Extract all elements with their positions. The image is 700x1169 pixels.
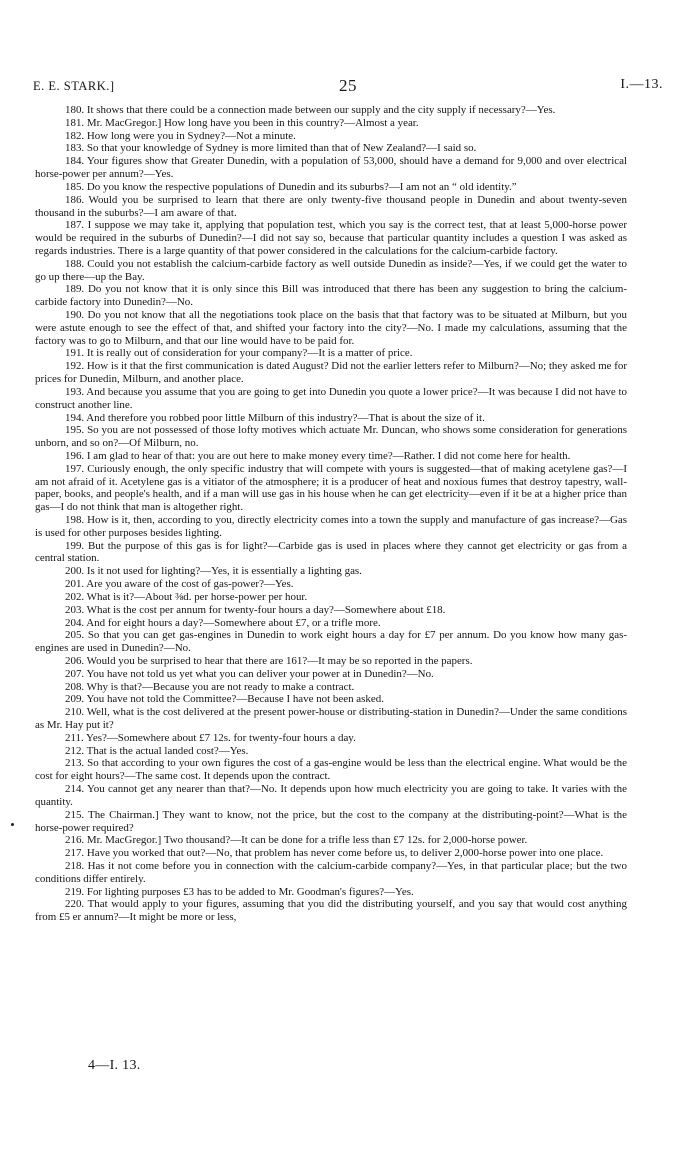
paragraph-182: 182. How long were you in Sydney?—Not a minute. (65, 129, 296, 142)
paragraph-204: 204. And for eight hours a day?—Somewhere about £7, or a trifle more. (65, 616, 381, 629)
paragraph-198: 198. How is it, then, according to you, directly electricity comes into a town the supply and manufacture of gas increase?—Gas is used for other purposes besides lighting. (35, 514, 627, 539)
paragraph-216: 216. Mr. MacGregor.] Two thousand?—It can be done for a trifle less than £7 12s. for 2,000-horse power. (65, 834, 528, 847)
paragraph-202: 202. What is it?—About ⅜d. per horse-power per hour. (65, 590, 308, 603)
paragraph-213: 213. So that according to your own figures the cost of a gas-engine would be less than the electrical engine. What would be the cost for eight hours?—The same cost. It depends upon the contract. (35, 757, 627, 783)
evidence-body (35, 104, 627, 924)
paragraph-188: 188. Could you not establish the calcium-carbide factory as well outside Dunedin as inside?—Yes, if we could get the water to go up there—up the Bay. (35, 257, 627, 283)
paragraph-209: 209. You have not told the Committee?—Because I have not been asked. (65, 693, 384, 706)
page-header (33, 76, 663, 96)
paragraph-212: 212. That is the actual landed cost?—Yes. (65, 744, 249, 757)
paragraph-187: 187. I suppose we may take it, applying that population test, which you say is the correct test, that at least 5,000-horse power would be required in the suburbs of Dunedin?—I did not say so, because that particular quantity includes a question I was asked as regards industries. There is a large quantity of that power considered in the calculations for the calcium-carbide factory. (35, 219, 627, 257)
paragraph-194: 194. And therefore you robbed poor little Milburn of this industry?—That is about the size of it. (65, 411, 485, 424)
margin-speck (11, 823, 14, 826)
paragraph-214: 214. You cannot get any nearer than that?—No. It depends upon how much electricity you are going to take. It varies with the quantity. (35, 783, 627, 808)
paragraph-203: 203. What is the cost per annum for twenty-four hours a day?—Somewhere about £18. (65, 603, 446, 616)
paragraph-184: 184. Your figures show that Greater Dunedin, with a population of 53,000, should have a demand for 9,000 and over electrical horse-power per annum?—Yes. (35, 155, 627, 181)
paragraph-192: 192. How is it that the first communication is dated August? Did not the earlier letters refer to Milburn?—No; they asked me for prices for Dunedin, Milburn, and another place. (35, 360, 627, 386)
paragraph-196: 196. I am glad to hear of that: you are out here to make money every time?—Rather. I did not come here for health. (65, 449, 571, 462)
paragraph-218: 218. Has it not come before you in connection with the calcium-carbide company?—Yes, in that particular place; but the two conditions differ entirely. (35, 859, 627, 885)
paragraph-199: 199. But the purpose of this gas is for light?—Carbide gas is used in places where they cannot get electricity or gas from a central station. (35, 539, 627, 565)
paragraph-200: 200. Is it not used for lighting?—Yes, it is essentially a lighting gas. (65, 565, 362, 578)
paragraph-195: 195. So you are not possessed of those lofty motives which actuate Mr. Duncan, who shows some consideration for generations unborn, and so on?—Of Milburn, no. (35, 424, 627, 450)
paragraph-197: 197. Curiously enough, the only specific industry that will compete with yours is suggested—that of making acetylene gas?—I am not afraid of it. Acetylene gas is a vitiator of the atmosphere; it is a producer of heat and noxious fumes that destroy tapestry, wall-paper, books, and people's health, and if a man will use gas in his house when he can get electricity—even if it be at a higher price than gas—I do not think that man is altogether right. (35, 462, 627, 514)
paragraph-191: 191. It is really out of consideration for your company?—It is a matter of price. (65, 347, 413, 360)
paragraph-183: 183. So that your knowledge of Sydney is more limited than that of New Zealand?—I said so. (65, 142, 477, 155)
paragraph-190: 190. Do you not know that all the negotiations took place on the basis that that factory was to be situated at Milburn, but you were astute enough to see the effect of that, and shifted your factory into the city?—No. I made my calculations, assuming that the factory was to go to Milburn, and that our line would have to be paid for. (35, 309, 627, 347)
paragraph-211: 211. Yes?—Somewhere about £7 12s. for twenty-four hours a day. (65, 731, 356, 744)
paragraph-180: 180. It shows that there could be a connection made between our supply and the city supply if necessary?—Yes. (65, 104, 556, 116)
paragraph-206: 206. Would you be surprised to hear that there are 161?—It may be so reported in the papers. (65, 654, 473, 667)
header-witness-name: E. E. STARK.] (33, 79, 115, 93)
paragraph-201: 201. Are you aware of the cost of gas-power?—Yes. (65, 578, 294, 591)
paragraph-215: 215. The Chairman.] They want to know, not the price, but the cost to the company at the distributing-point?—What is the horse-power required? (35, 808, 627, 834)
paragraph-181: 181. Mr. MacGregor.] How long have you been in this country?—Almost a year. (65, 116, 419, 129)
paragraph-186: 186. Would you be surprised to learn that there are only twenty-five thousand people in Dunedin and about twenty-seven thousand in the suburbs?—I am aware of that. (35, 193, 627, 219)
paragraph-189: 189. Do you not know that it is only since this Bill was introduced that there has been any suggestion to bring the calcium-carbide factory into Dunedin?—No. (35, 283, 627, 309)
paragraph-217: 217. Have you worked that out?—No, that problem has never come before us, to deliver 2,000-horse power into one place. (65, 847, 604, 860)
paragraph-207: 207. You have not told us yet what you can deliver your power at in Dunedin?—No. (65, 667, 434, 680)
paragraph-210: 210. Well, what is the cost delivered at the present power-house or distributing-station in Dunedin?—Under the same conditions as Mr. Hay put it? (35, 706, 627, 731)
paragraph-193: 193. And because you assume that you are going to get into Dunedin you quote a lower price?—It was because I did not have to construct another line. (35, 385, 627, 411)
document-reference: I.—13. (620, 77, 663, 92)
page-number: 25 (339, 76, 357, 95)
paragraph-185: 185. Do you know the respective populations of Dunedin and its suburbs?—I am not an “ old identity.” (65, 180, 517, 193)
paragraph-219: 219. For lighting purposes £3 has to be added to Mr. Goodman's figures?—Yes. (65, 885, 414, 898)
paragraph-205: 205. So that you can get gas-engines in Dunedin to work eight hours a day for £7 per annum. Do you know how many gas-engines are used in Dunedin?—No. (35, 629, 627, 655)
paragraph-208: 208. Why is that?—Because you are not ready to make a contract. (65, 680, 355, 693)
paragraph-220: 220. That would apply to your figures, assuming that you did the distributing yourself, and you say that would cost anything from £5 er annum?—It might be more or less, (35, 898, 627, 924)
signature-mark: 4—I. 13. (88, 1058, 141, 1073)
